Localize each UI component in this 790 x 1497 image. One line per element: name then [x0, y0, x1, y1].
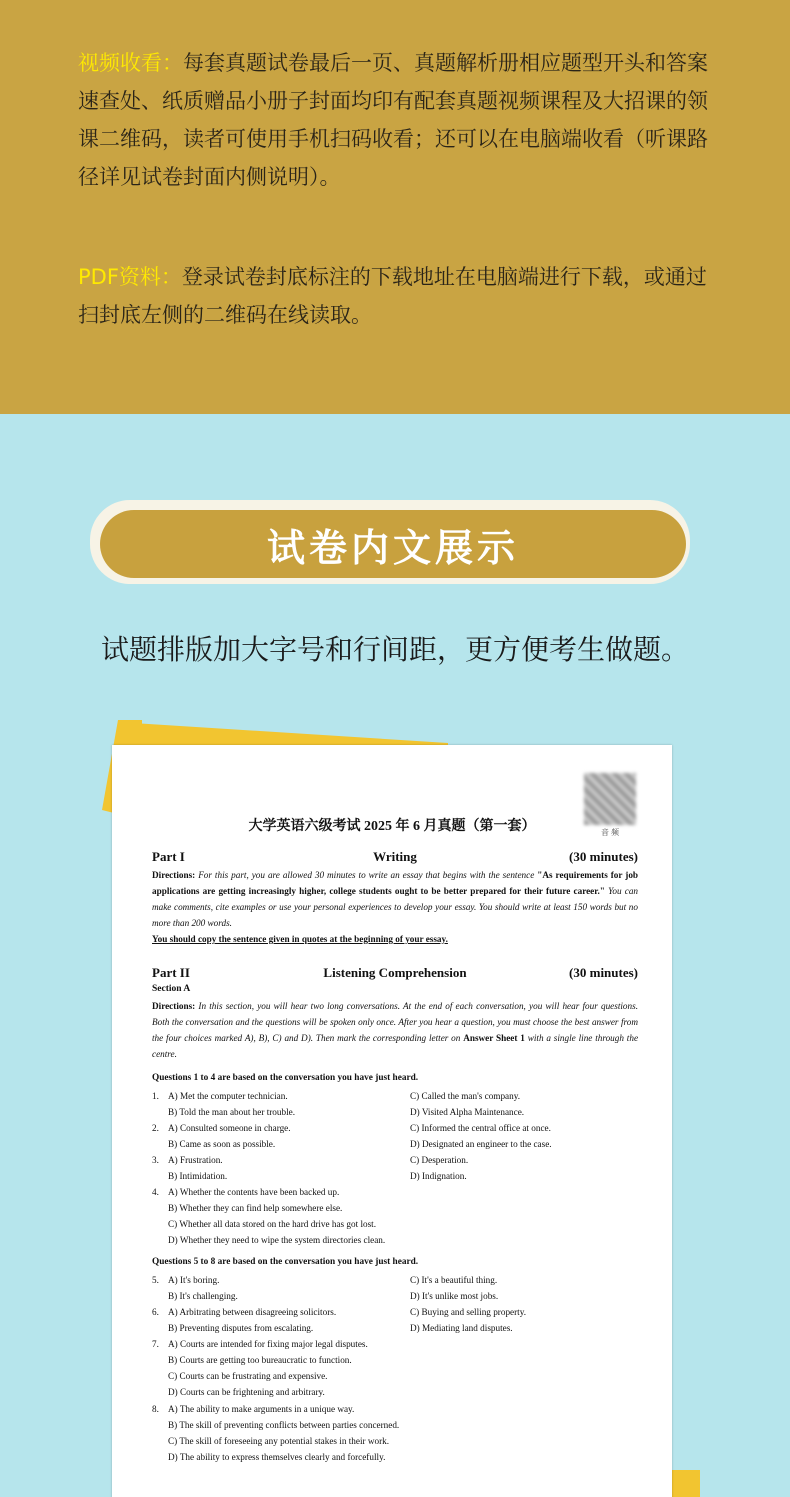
option-d: D) The ability to express themselves clearly and forcefully.: [168, 1452, 386, 1462]
option-c: C) Buying and selling property.: [410, 1307, 527, 1317]
part-2-number: Part II: [152, 965, 190, 980]
question-number: 2.: [152, 1123, 159, 1133]
question-number: 1.: [152, 1091, 159, 1101]
option-a: A) The ability to make arguments in a unique way.: [168, 1404, 355, 1414]
option-a: A) Arbitrating between disagreeing solicitors.: [168, 1307, 337, 1317]
option-b: B) Came as soon as possible.: [168, 1139, 276, 1149]
option-a: A) Consulted someone in charge.: [168, 1123, 291, 1133]
part-1-name: Writing: [373, 849, 417, 864]
option-a: A) Met the computer technician.: [168, 1091, 288, 1101]
question-number: 8.: [152, 1404, 159, 1414]
option-d: D) Courts can be frightening and arbitrary.: [168, 1387, 325, 1397]
part-2-directions-label: Directions:: [152, 1001, 196, 1011]
pdf-paragraph: [78, 258, 718, 334]
video-text: 每套真题试卷最后一页、真题解析册相应题型开头和答案速查处、纸质赠品小册子封面均印有配套真题视频课程及大招课的领课二维码，读者可使用手机扫码收看；还可以在电脑端收看（听课路径详见试卷封面内侧说明）。: [78, 51, 708, 189]
option-c: C) It's a beautiful thing.: [410, 1275, 498, 1285]
option-d: D) Mediating land disputes.: [410, 1323, 513, 1333]
exam-paper-preview: [112, 745, 672, 1497]
questions-1-4-header: Questions 1 to 4 are based on the conversation you have just heard.: [152, 1073, 419, 1083]
part-1-directions-label: Directions:: [152, 870, 196, 880]
section-banner: 试卷内文展示: [100, 510, 686, 578]
section-subtitle: 试题排版加大字号和行间距，更方便考生做题。: [100, 633, 689, 666]
option-a: A) Frustration.: [168, 1155, 223, 1165]
questions-5-8-header: Questions 5 to 8 are based on the conversation you have just heard.: [152, 1257, 419, 1267]
part-1-directions: [152, 867, 638, 947]
part-2-name: Listening Comprehension: [323, 965, 467, 980]
option-b: B) It's challenging.: [168, 1291, 238, 1301]
video-paragraph: [78, 44, 718, 196]
part-2-answer-sheet: Answer Sheet 1: [463, 1033, 525, 1043]
part-2-directions-tail: with a single line through the centre.: [152, 1033, 639, 1059]
option-b: B) Whether they can find help somewhere else.: [168, 1203, 343, 1213]
question-number: 5.: [152, 1275, 159, 1285]
option-a: A) Courts are intended for fixing major legal disputes.: [168, 1339, 368, 1349]
option-b: B) Preventing disputes from escalating.: [168, 1323, 314, 1333]
part-1-directions-text2: You can make comments, cite examples or use your personal experiences to develop your essay. You should write at least 150 words but no more than 200 words.: [152, 886, 639, 928]
question-number: 7.: [152, 1339, 159, 1349]
option-b: B) Told the man about her trouble.: [168, 1107, 296, 1117]
section-a-label: Section A: [152, 984, 191, 994]
option-d: D) Whether they need to wipe the system directories clean.: [168, 1235, 386, 1245]
option-c: C) Called the man's company.: [410, 1091, 521, 1101]
option-d: D) It's unlike most jobs.: [410, 1291, 499, 1301]
option-b: B) Courts are getting too bureaucratic to function.: [168, 1355, 352, 1365]
part-1-directions-note: You should copy the sentence given in quotes at the beginning of your essay.: [152, 934, 448, 944]
option-c: C) Courts can be frustrating and expensive.: [168, 1371, 328, 1381]
part-2-directions-text: In this section, you will hear two long conversations. At the end of each conversation, you will hear four questions. Both the conversation and the questions will be spoken only once. After you hear a question, you must choose the best answer from the four choices marked A), B), C) and D). Then mark the corresponding letter on: [152, 1001, 638, 1043]
pdf-text: 登录试卷封底标注的下载地址在电脑端进行下载，或通过扫封底左侧的二维码在线读取。: [78, 265, 707, 327]
part-2-time: (30 minutes): [569, 965, 638, 980]
option-d: D) Designated an engineer to the case.: [410, 1139, 552, 1149]
qr-label: 音 频: [601, 828, 619, 837]
question-number: 4.: [152, 1187, 159, 1197]
part-1-directions-quote: "As requirements for job applications are getting increasingly higher, college students ought to be better prepared for their future career.": [152, 870, 639, 896]
pdf-label: PDF资料：: [78, 265, 182, 289]
option-d: D) Indignation.: [410, 1171, 467, 1181]
option-a: A) It's boring.: [168, 1275, 220, 1285]
part-2-directions: [152, 998, 638, 1062]
option-c: C) Whether all data stored on the hard drive has got lost.: [168, 1219, 377, 1229]
part-1-number: Part I: [152, 849, 185, 864]
option-b: B) The skill of preventing conflicts between parties concerned.: [168, 1420, 400, 1430]
part-1-time: (30 minutes): [569, 849, 638, 864]
video-label: 视频收看：: [78, 51, 183, 75]
option-c: C) The skill of foreseeing any potential stakes in their work.: [168, 1436, 390, 1446]
option-d: D) Visited Alpha Maintenance.: [410, 1107, 525, 1117]
option-c: C) Desperation.: [410, 1155, 469, 1165]
part-1-directions-text1: For this part, you are allowed 30 minutes to write an essay that begins with the sentence: [198, 870, 535, 880]
option-a: A) Whether the contents have been backed up.: [168, 1187, 340, 1197]
intro-panel: [0, 0, 790, 414]
option-b: B) Intimidation.: [168, 1171, 228, 1181]
paper-title: 大学英语六级考试 2025 年 6 月真题（第一套）: [248, 819, 536, 834]
option-c: C) Informed the central office at once.: [410, 1123, 551, 1133]
question-number: 6.: [152, 1307, 159, 1317]
question-number: 3.: [152, 1155, 159, 1165]
